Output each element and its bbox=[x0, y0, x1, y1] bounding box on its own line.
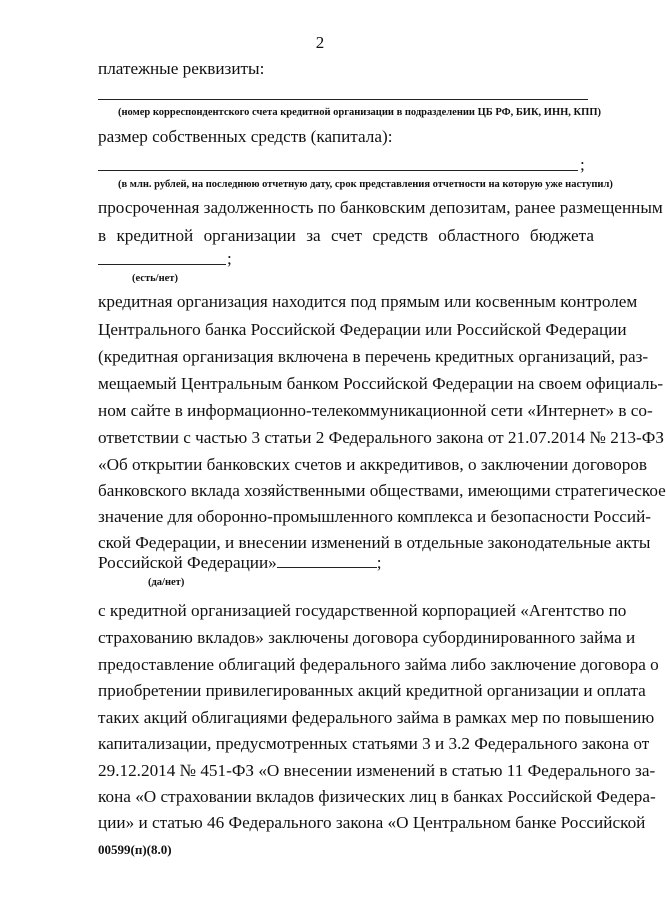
control-line: (кредитная организация включена в перечень кредитных организаций, раз- bbox=[98, 347, 649, 366]
control-line: Центрального банка Российской Федерации или Российской Федерации bbox=[98, 320, 627, 339]
dia-line: предоставление облигаций федерального займа либо заключение договора о bbox=[98, 655, 659, 674]
control-line: кредитная организация находится под прямым или косвенным контролем bbox=[98, 292, 638, 311]
dia-line: страхованию вкладов» заключены договора субординированного займа и bbox=[98, 628, 636, 647]
control-line: банковского вклада хозяйственными обществами, имеющими стратегическое bbox=[98, 481, 666, 500]
dia-line: 29.12.2014 № 451-ФЗ «О внесении изменений в статью 11 Федерального за- bbox=[98, 761, 656, 780]
overdue-word: средств bbox=[372, 226, 428, 245]
dia-line: приобретении привилегированных акций кредитной организации и оплата bbox=[98, 681, 646, 700]
overdue-word: в bbox=[98, 226, 107, 245]
overdue-line-end: ; bbox=[227, 249, 232, 268]
overdue-line-1: просроченная задолженность по банковским депозитам, ранее размещенным bbox=[98, 198, 663, 217]
dia-line: таких акций облигациями федерального займа в рамках мер по повышению bbox=[98, 708, 655, 727]
overdue-word: за bbox=[306, 226, 321, 245]
control-last-line bbox=[98, 552, 382, 574]
control-caption: (да/нет) bbox=[148, 577, 185, 588]
control-line-end: ; bbox=[376, 553, 382, 572]
control-line: мещаемый Центральным банком Российской Федерации на своем официаль- bbox=[98, 374, 664, 393]
overdue-word: областного bbox=[438, 226, 520, 245]
control-blank-line[interactable] bbox=[277, 552, 377, 568]
dia-line: капитализации, предусмотренных статьями 3 и 3.2 Федерального закона от bbox=[98, 734, 650, 753]
capital-label: размер собственных средств (капитала): bbox=[98, 127, 393, 146]
dia-line: ции» и статью 46 Федерального закона «О Центральном банке Российской bbox=[98, 813, 646, 832]
control-line: ской Федерации, и внесении изменений в отдельные законодательные акты bbox=[98, 533, 651, 552]
dia-line: с кредитной организацией государственной корпорацией «Агентство по bbox=[98, 601, 627, 620]
control-last-line-text: Российской Федерации» bbox=[98, 553, 277, 572]
dia-line: кона «О страховании вкладов физических лиц в банках Российской Федера- bbox=[98, 787, 656, 806]
capital-line-end: ; bbox=[580, 155, 585, 174]
overdue-caption: (есть/нет) bbox=[132, 273, 178, 284]
payment-requisites-blank-line[interactable] bbox=[98, 99, 588, 100]
overdue-blank-line[interactable] bbox=[98, 264, 226, 265]
capital-caption: (в млн. рублей, на последнюю отчетную дату, срок представления отчетности на которую уже наступил) bbox=[118, 179, 613, 190]
payment-requisites-label: платежные реквизиты: bbox=[98, 59, 265, 78]
control-line: «Об открытии банковских счетов и аккредитивов, о заключении договоров bbox=[98, 455, 647, 474]
payment-requisites-caption: (номер корреспондентского счета кредитной организации в подразделении ЦБ РФ, БИК, ИНН, КПП) bbox=[118, 107, 601, 118]
control-line: ответствии с частью 3 статьи 2 Федерального закона от 21.07.2014 № 213-ФЗ bbox=[98, 428, 664, 447]
capital-blank-line[interactable] bbox=[98, 170, 578, 171]
overdue-word: бюджета bbox=[529, 226, 594, 245]
overdue-word: кредитной bbox=[116, 226, 194, 245]
page-number: 2 bbox=[315, 33, 325, 52]
document-code: 00599(п)(8.0) bbox=[98, 842, 172, 857]
control-line: ном сайте в информационно-телекоммуникационной сети «Интернет» в со- bbox=[98, 401, 653, 420]
overdue-line-2 bbox=[98, 225, 594, 247]
control-line: значение для оборонно-промышленного комплекса и безопасности Россий- bbox=[98, 507, 651, 526]
overdue-word: счет bbox=[330, 226, 363, 245]
overdue-word: организации bbox=[203, 226, 296, 245]
